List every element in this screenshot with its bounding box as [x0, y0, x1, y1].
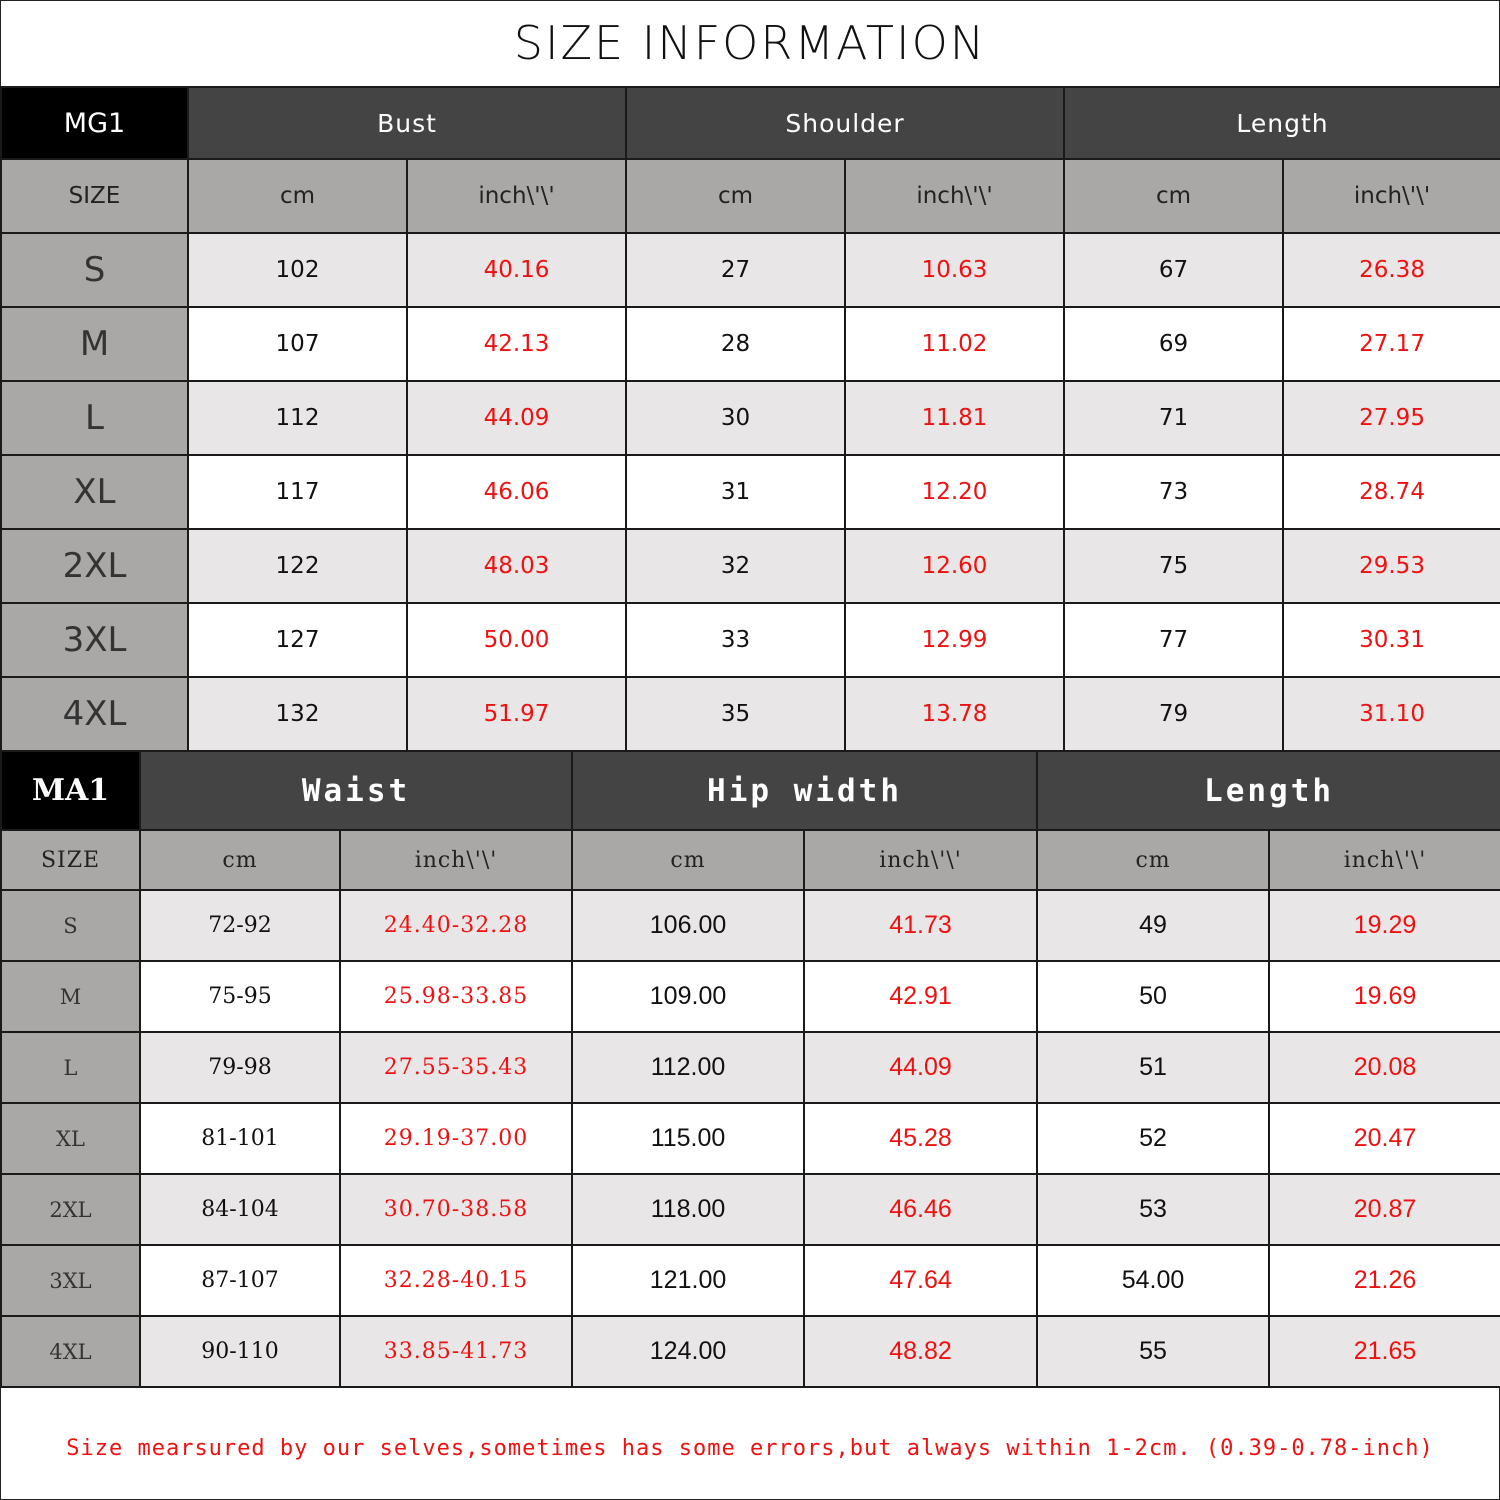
value-cm-cell: 51: [1037, 1032, 1269, 1103]
value-cm-cell: 117: [188, 455, 407, 529]
value-cm-cell: 122: [188, 529, 407, 603]
value-cm-cell: 102: [188, 233, 407, 307]
value-cm-cell: 73: [1064, 455, 1283, 529]
table-body: [1, 890, 1500, 1387]
value-inch-cell: 19.29: [1269, 890, 1500, 961]
unit-cm: cm: [188, 159, 407, 233]
value-inch-cell: 40.16: [407, 233, 626, 307]
table-row: [1, 1032, 1500, 1103]
value-cm-cell: 112.00: [572, 1032, 804, 1103]
table-row: [1, 455, 1500, 529]
size-label: M: [1, 961, 140, 1032]
table-header-row: [1, 87, 1500, 159]
size-column-header: SIZE: [1, 830, 140, 890]
table-body: [1, 233, 1500, 751]
value-cm-cell: 118.00: [572, 1174, 804, 1245]
value-inch-cell: 10.63: [845, 233, 1064, 307]
table-unit-row: [1, 830, 1500, 890]
value-inch-cell: 20.87: [1269, 1174, 1500, 1245]
value-inch-cell: 50.00: [407, 603, 626, 677]
value-cm-cell: 121.00: [572, 1245, 804, 1316]
model-code: MG1: [1, 87, 188, 159]
value-inch-cell: 12.60: [845, 529, 1064, 603]
table-unit-row: [1, 159, 1500, 233]
unit-inch: inch\'\': [407, 159, 626, 233]
value-cm-cell: 75-95: [140, 961, 340, 1032]
value-inch-cell: 20.47: [1269, 1103, 1500, 1174]
value-cm-cell: 54.00: [1037, 1245, 1269, 1316]
value-inch-cell: 29.53: [1283, 529, 1500, 603]
value-cm-cell: 53: [1037, 1174, 1269, 1245]
unit-cm: cm: [572, 830, 804, 890]
value-inch-cell: 19.69: [1269, 961, 1500, 1032]
group-header-shoulder: Shoulder: [626, 87, 1064, 159]
group-header-length: Length: [1064, 87, 1500, 159]
value-inch-cell: 47.64: [804, 1245, 1037, 1316]
unit-inch: inch\'\': [340, 830, 572, 890]
table-row: [1, 961, 1500, 1032]
size-label: 2XL: [1, 1174, 140, 1245]
value-inch-cell: 44.09: [804, 1032, 1037, 1103]
table-row: [1, 1245, 1500, 1316]
page-title: SIZE INFORMATION: [513, 16, 987, 70]
value-inch-cell: 24.40-32.28: [340, 890, 572, 961]
value-inch-cell: 48.03: [407, 529, 626, 603]
value-inch-cell: 30.31: [1283, 603, 1500, 677]
size-label: XL: [1, 455, 188, 529]
value-inch-cell: 25.98-33.85: [340, 961, 572, 1032]
value-inch-cell: 48.82: [804, 1316, 1037, 1387]
value-cm-cell: 109.00: [572, 961, 804, 1032]
unit-cm: cm: [1064, 159, 1283, 233]
value-inch-cell: 51.97: [407, 677, 626, 751]
value-inch-cell: 20.08: [1269, 1032, 1500, 1103]
value-inch-cell: 42.91: [804, 961, 1037, 1032]
value-inch-cell: 46.06: [407, 455, 626, 529]
table-row: [1, 677, 1500, 751]
size-label: M: [1, 307, 188, 381]
table-row: [1, 1174, 1500, 1245]
value-cm-cell: 52: [1037, 1103, 1269, 1174]
size-label: L: [1, 1032, 140, 1103]
value-inch-cell: 26.38: [1283, 233, 1500, 307]
value-inch-cell: 12.99: [845, 603, 1064, 677]
unit-inch: inch\'\': [1269, 830, 1500, 890]
group-header-waist: Waist: [140, 751, 572, 830]
size-column-header: SIZE: [1, 159, 188, 233]
value-inch-cell: 33.85-41.73: [340, 1316, 572, 1387]
size-label: L: [1, 381, 188, 455]
value-cm-cell: 69: [1064, 307, 1283, 381]
value-cm-cell: 81-101: [140, 1103, 340, 1174]
value-inch-cell: 27.95: [1283, 381, 1500, 455]
value-inch-cell: 13.78: [845, 677, 1064, 751]
value-inch-cell: 29.19-37.00: [340, 1103, 572, 1174]
size-label: S: [1, 233, 188, 307]
table-row: [1, 233, 1500, 307]
value-cm-cell: 79-98: [140, 1032, 340, 1103]
value-cm-cell: 132: [188, 677, 407, 751]
value-cm-cell: 72-92: [140, 890, 340, 961]
value-cm-cell: 67: [1064, 233, 1283, 307]
value-inch-cell: 21.26: [1269, 1245, 1500, 1316]
value-cm-cell: 107: [188, 307, 407, 381]
value-cm-cell: 79: [1064, 677, 1283, 751]
unit-inch: inch\'\': [1283, 159, 1500, 233]
value-inch-cell: 11.81: [845, 381, 1064, 455]
table-row: [1, 603, 1500, 677]
table-header-row: [1, 751, 1500, 830]
value-cm-cell: 115.00: [572, 1103, 804, 1174]
size-label: 4XL: [1, 677, 188, 751]
value-inch-cell: 30.70-38.58: [340, 1174, 572, 1245]
value-cm-cell: 32: [626, 529, 845, 603]
value-inch-cell: 46.46: [804, 1174, 1037, 1245]
group-header-length: Length: [1037, 751, 1500, 830]
table-row: [1, 1103, 1500, 1174]
value-cm-cell: 33: [626, 603, 845, 677]
value-cm-cell: 30: [626, 381, 845, 455]
value-cm-cell: 55: [1037, 1316, 1269, 1387]
measurement-note: Size mearsured by our selves,sometimes has some errors,but always within 1-2cm. (0.39-0.78-inch): [66, 1435, 1434, 1461]
size-label: XL: [1, 1103, 140, 1174]
value-cm-cell: 71: [1064, 381, 1283, 455]
size-label: 2XL: [1, 529, 188, 603]
value-cm-cell: 35: [626, 677, 845, 751]
value-cm-cell: 50: [1037, 961, 1269, 1032]
value-inch-cell: 12.20: [845, 455, 1064, 529]
value-inch-cell: 42.13: [407, 307, 626, 381]
unit-inch: inch\'\': [845, 159, 1064, 233]
value-cm-cell: 77: [1064, 603, 1283, 677]
size-label: 4XL: [1, 1316, 140, 1387]
value-cm-cell: 75: [1064, 529, 1283, 603]
value-inch-cell: 21.65: [1269, 1316, 1500, 1387]
model-code: MA1: [1, 751, 140, 830]
table-row: [1, 381, 1500, 455]
value-cm-cell: 31: [626, 455, 845, 529]
table-row: [1, 1316, 1500, 1387]
value-cm-cell: 124.00: [572, 1316, 804, 1387]
value-inch-cell: 45.28: [804, 1103, 1037, 1174]
value-cm-cell: 87-107: [140, 1245, 340, 1316]
table-row: [1, 307, 1500, 381]
size-label: 3XL: [1, 603, 188, 677]
value-cm-cell: 90-110: [140, 1316, 340, 1387]
table-row: [1, 890, 1500, 961]
value-cm-cell: 127: [188, 603, 407, 677]
value-inch-cell: 27.55-35.43: [340, 1032, 572, 1103]
value-cm-cell: 112: [188, 381, 407, 455]
value-cm-cell: 106.00: [572, 890, 804, 961]
size-table-mg1: [0, 86, 1500, 752]
unit-cm: cm: [1037, 830, 1269, 890]
group-header-hip-width: Hip width: [572, 751, 1037, 830]
value-inch-cell: 32.28-40.15: [340, 1245, 572, 1316]
value-inch-cell: 28.74: [1283, 455, 1500, 529]
size-table-ma1: [0, 750, 1500, 1388]
value-cm-cell: 27: [626, 233, 845, 307]
value-inch-cell: 44.09: [407, 381, 626, 455]
value-cm-cell: 49: [1037, 890, 1269, 961]
value-inch-cell: 31.10: [1283, 677, 1500, 751]
value-inch-cell: 41.73: [804, 890, 1037, 961]
unit-cm: cm: [626, 159, 845, 233]
unit-inch: inch\'\': [804, 830, 1037, 890]
unit-cm: cm: [140, 830, 340, 890]
group-header-bust: Bust: [188, 87, 626, 159]
value-cm-cell: 84-104: [140, 1174, 340, 1245]
size-label: S: [1, 890, 140, 961]
value-cm-cell: 28: [626, 307, 845, 381]
size-label: 3XL: [1, 1245, 140, 1316]
value-inch-cell: 11.02: [845, 307, 1064, 381]
table-row: [1, 529, 1500, 603]
value-inch-cell: 27.17: [1283, 307, 1500, 381]
